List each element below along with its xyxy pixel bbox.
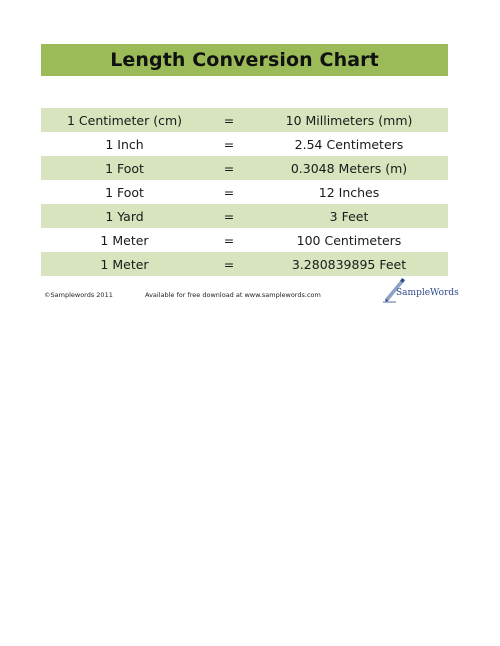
to-unit: 10 Millimeters (mm) [285,112,413,128]
conversion-table [41,108,448,276]
logo-text: SampleWords [396,288,459,298]
footer [44,288,459,309]
from-unit: 1 Centimeter (cm) [66,112,182,128]
from-unit: 1 Meter [100,256,149,272]
copyright-text: ©Samplewords 2011 [44,291,113,299]
table-row [41,108,448,132]
table-row [41,132,448,156]
title-bar [41,44,448,76]
to-unit: 3.280839895 Feet [291,256,407,272]
table-row [41,204,448,228]
from-unit: 1 Inch [105,136,144,152]
to-unit: 3 Feet [329,208,369,224]
samplewords-logo [382,277,459,303]
from-unit: 1 Meter [100,232,149,248]
to-unit: 100 Centimeters [296,232,402,248]
table-row [41,156,448,180]
download-note: Available for free download at www.samplewords.com [145,291,321,299]
to-unit: 2.54 Centimeters [294,136,404,152]
equals-sign: = [223,136,235,152]
table-row [41,228,448,252]
equals-sign: = [223,160,235,176]
equals-sign: = [223,208,235,224]
from-unit: 1 Yard [105,208,144,224]
from-unit: 1 Foot [105,160,144,176]
equals-sign: = [223,256,235,272]
page-title: Length Conversion Chart [110,49,379,71]
equals-sign: = [223,232,235,248]
to-unit: 0.3048 Meters (m) [290,160,408,176]
to-unit: 12 Inches [318,184,380,200]
table-row [41,252,448,276]
equals-sign: = [223,112,235,128]
equals-sign: = [223,184,235,200]
table-row [41,180,448,204]
from-unit: 1 Foot [105,184,144,200]
